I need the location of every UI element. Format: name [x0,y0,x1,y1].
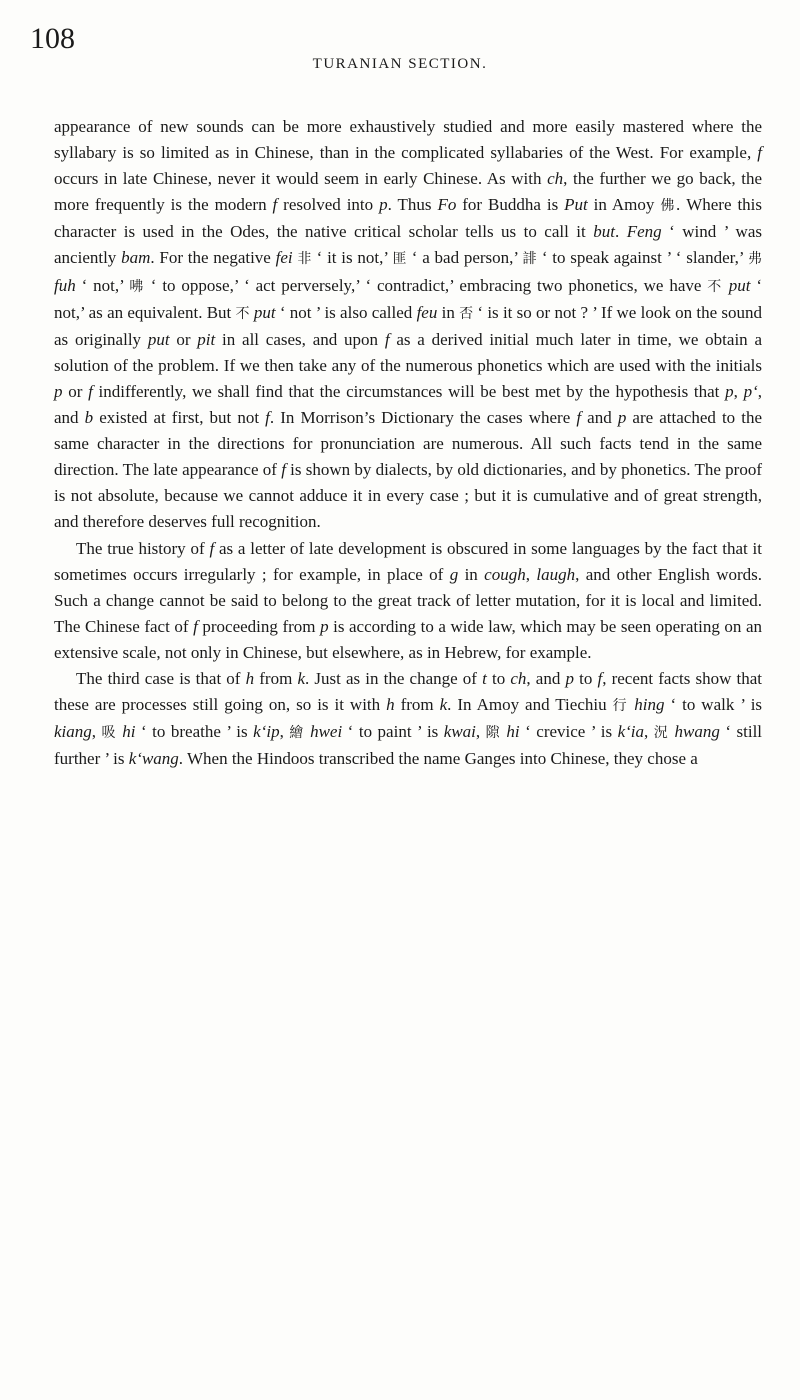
italic-term: hi [122,722,136,742]
text-run: for Buddha is [456,195,565,215]
text-run: ‘ not,’ as an equivalent. But [54,275,763,322]
text-run: , [644,722,654,742]
italic-term: g [449,564,459,584]
text-run: from [254,668,298,688]
text-run: , and other English words. Such a change cannot be said to belong to the great track of letter mutation, for it is local and limited. The Chinese fact of [54,564,763,636]
text-run: , and [54,381,762,428]
chinese-character: 咈 [129,278,145,295]
italic-term: hwei [310,722,343,742]
italic-term: p [725,381,734,401]
text-run: proceeding from [197,616,321,636]
italic-term: f [576,408,582,428]
chinese-character: 弗 [748,251,763,268]
body-text [54,114,762,772]
text-run: to [486,668,511,688]
italic-term: fei [275,248,293,268]
text-run: ‘ a bad person,’ [407,248,523,268]
italic-term: ch [510,668,527,688]
italic-term: p [54,381,63,401]
text-run: existed at first, but not [93,408,266,428]
text-run: . When the Hindoos transcribed the name Ganges into Chinese, they chose a [178,749,698,769]
text-run: as a derived initial much later in time, we obtain a solution of the problem. If we then take any of the numerous phonetics which are used with the initials [54,329,762,375]
text-run: ‘ is it so or not ? ’ If we look on the sound as originally [54,302,763,349]
text-run: from [394,695,440,715]
text-run: . Just as in the change of [304,668,483,688]
italic-term: p [320,616,329,636]
italic-term: put [728,275,751,295]
text-run: . Thus [387,195,438,215]
text-run: , and [526,668,566,688]
italic-term: ch [547,169,564,189]
italic-term: f [88,381,93,401]
italic-term: b [84,408,94,428]
text-run: . In Amoy and Tiechiu [447,695,613,715]
chinese-character: 不 [707,278,723,295]
chinese-character: 誹 [522,251,538,268]
chinese-character: 況 [653,725,670,742]
italic-term: f [209,538,215,558]
text-run: occurs in late Chinese, never it would seem in early Chinese. As with [54,169,548,189]
text-run: ‘ to paint ’ is [342,722,444,742]
italic-term: hing [634,695,665,715]
italic-term: cough [484,564,526,584]
text-run: indifferently, we shall find that the circumstances will be best met by the hypothesis that [92,381,726,401]
text-run: ‘ crevice ’ is [519,722,618,742]
italic-term: put [253,302,276,322]
italic-term: f [272,195,278,215]
italic-term: Put [564,195,588,215]
text-run: , [475,722,486,742]
paragraph [54,114,762,536]
italic-term: f [384,329,390,349]
chinese-character: 行 [612,698,629,715]
text-run: to [573,668,598,688]
italic-term: fuh [54,275,76,295]
text-run: , recent facts show that these are processes still going on, so is it with [54,668,762,715]
text-run: ‘ to oppose,’ ‘ act perversely,’ ‘ contradict,’ embracing two phonetics, we have [144,275,708,295]
italic-term: kiang [54,722,92,742]
italic-term: Fo [437,195,457,215]
italic-term: kwai [443,722,476,742]
chinese-character: 吸 [101,725,117,742]
text-run: resolved into [277,195,380,215]
italic-term: hi [506,722,520,742]
text-run: . In Morrison’s Dictionary the cases where [269,408,577,428]
italic-term: bam [121,248,151,268]
text-run: ‘ to breathe ’ is [135,722,254,742]
text-run: . [614,222,627,242]
text-run: The true history of [76,538,210,558]
text-run: ‘ it is not,’ [311,248,393,268]
italic-term: f [597,668,603,688]
italic-term: k [297,668,305,688]
text-run: , [525,564,537,584]
italic-term: f [265,408,270,428]
italic-term: h [386,695,395,715]
chinese-character: 隙 [485,725,501,742]
italic-term: put [147,329,170,349]
text-run: in [437,302,460,322]
chinese-character: 不 [235,305,250,322]
text-run: . For the negative [150,248,276,268]
paragraph [54,666,762,772]
text-run: , [91,722,102,742]
chinese-character: 繪 [289,725,305,742]
text-run: in [458,564,485,584]
italic-term: p [565,668,574,688]
text-run: ‘ wind ’ was anciently [54,222,762,268]
italic-term: p [617,408,627,428]
paragraph [54,536,762,666]
italic-term: k [439,695,448,715]
text-run: in Amoy [587,195,661,215]
text-run: The third case is that of [76,668,246,688]
text-run: ‘ still further ’ is [54,722,763,769]
italic-term: laugh [536,564,576,584]
text-run: and [581,408,618,428]
text-run: is shown by dialects, by old dictionaries, and by phonetics. The proof is not absolute, because we cannot adduce it in every case ; but it is cumulative and of great strength, and therefore deserves full recognition. [54,460,762,532]
italic-term: p‘ [743,381,758,401]
page-number: 108 [30,22,75,55]
italic-term: k‘ip [253,722,280,742]
text-run: or [169,329,198,349]
text-run: . Where this character is used in the Odes, the native critical scholar tells us to call it [54,195,763,242]
text-run: ‘ to speak against ’ ‘ slander,’ [537,248,749,268]
chinese-character: 非 [297,251,312,268]
text-run: ‘ to walk ’ is [664,695,763,715]
chinese-character: 佛 [660,198,677,215]
italic-term: p [379,195,388,215]
italic-term: hwang [674,722,720,742]
text-run: or [62,381,89,401]
chinese-character: 否 [459,305,474,322]
chinese-character: 匪 [392,251,408,268]
italic-term: f [281,460,286,480]
text-run: , the further we go back, the more frequently is the modern [54,169,762,215]
text-run: ‘ not ’ is also called [275,302,417,322]
italic-term: f [193,616,198,636]
running-title: TURANIAN SECTION. [312,56,488,72]
text-run: , [733,381,744,401]
text-run: as a letter of late development is obscured in some languages by the fact that it sometimes occurs irregularly ; for example, in place of [54,538,762,584]
italic-term: k‘ia [617,722,645,742]
italic-term: Feng [626,222,662,242]
italic-term: feu [416,302,438,322]
italic-term: but [593,222,615,242]
text-run: are attached to the same character in the directions for pronunciation are numerous. All such facts tend in the same direction. The late appearance of [54,408,763,480]
text-run: in all cases, and upon [215,329,385,349]
italic-term: t [482,668,487,688]
italic-term: pit [197,329,216,349]
italic-term: h [245,668,255,688]
text-run: , [279,722,290,742]
text-run: is according to a wide law, which may be seen operating on an extensive scale, not only in Chinese, but elsewhere, as in Hebrew, for example. [54,616,762,662]
italic-term: k‘wang [128,749,179,769]
italic-term: f [757,143,762,163]
text-run: appearance of new sounds can be more exhaustively studied and more easily mastered where the syllabary is so limited as in Chinese, than in the complicated syllabaries of the West. For example, [54,117,762,163]
text-run: ‘ not,’ [75,275,130,295]
